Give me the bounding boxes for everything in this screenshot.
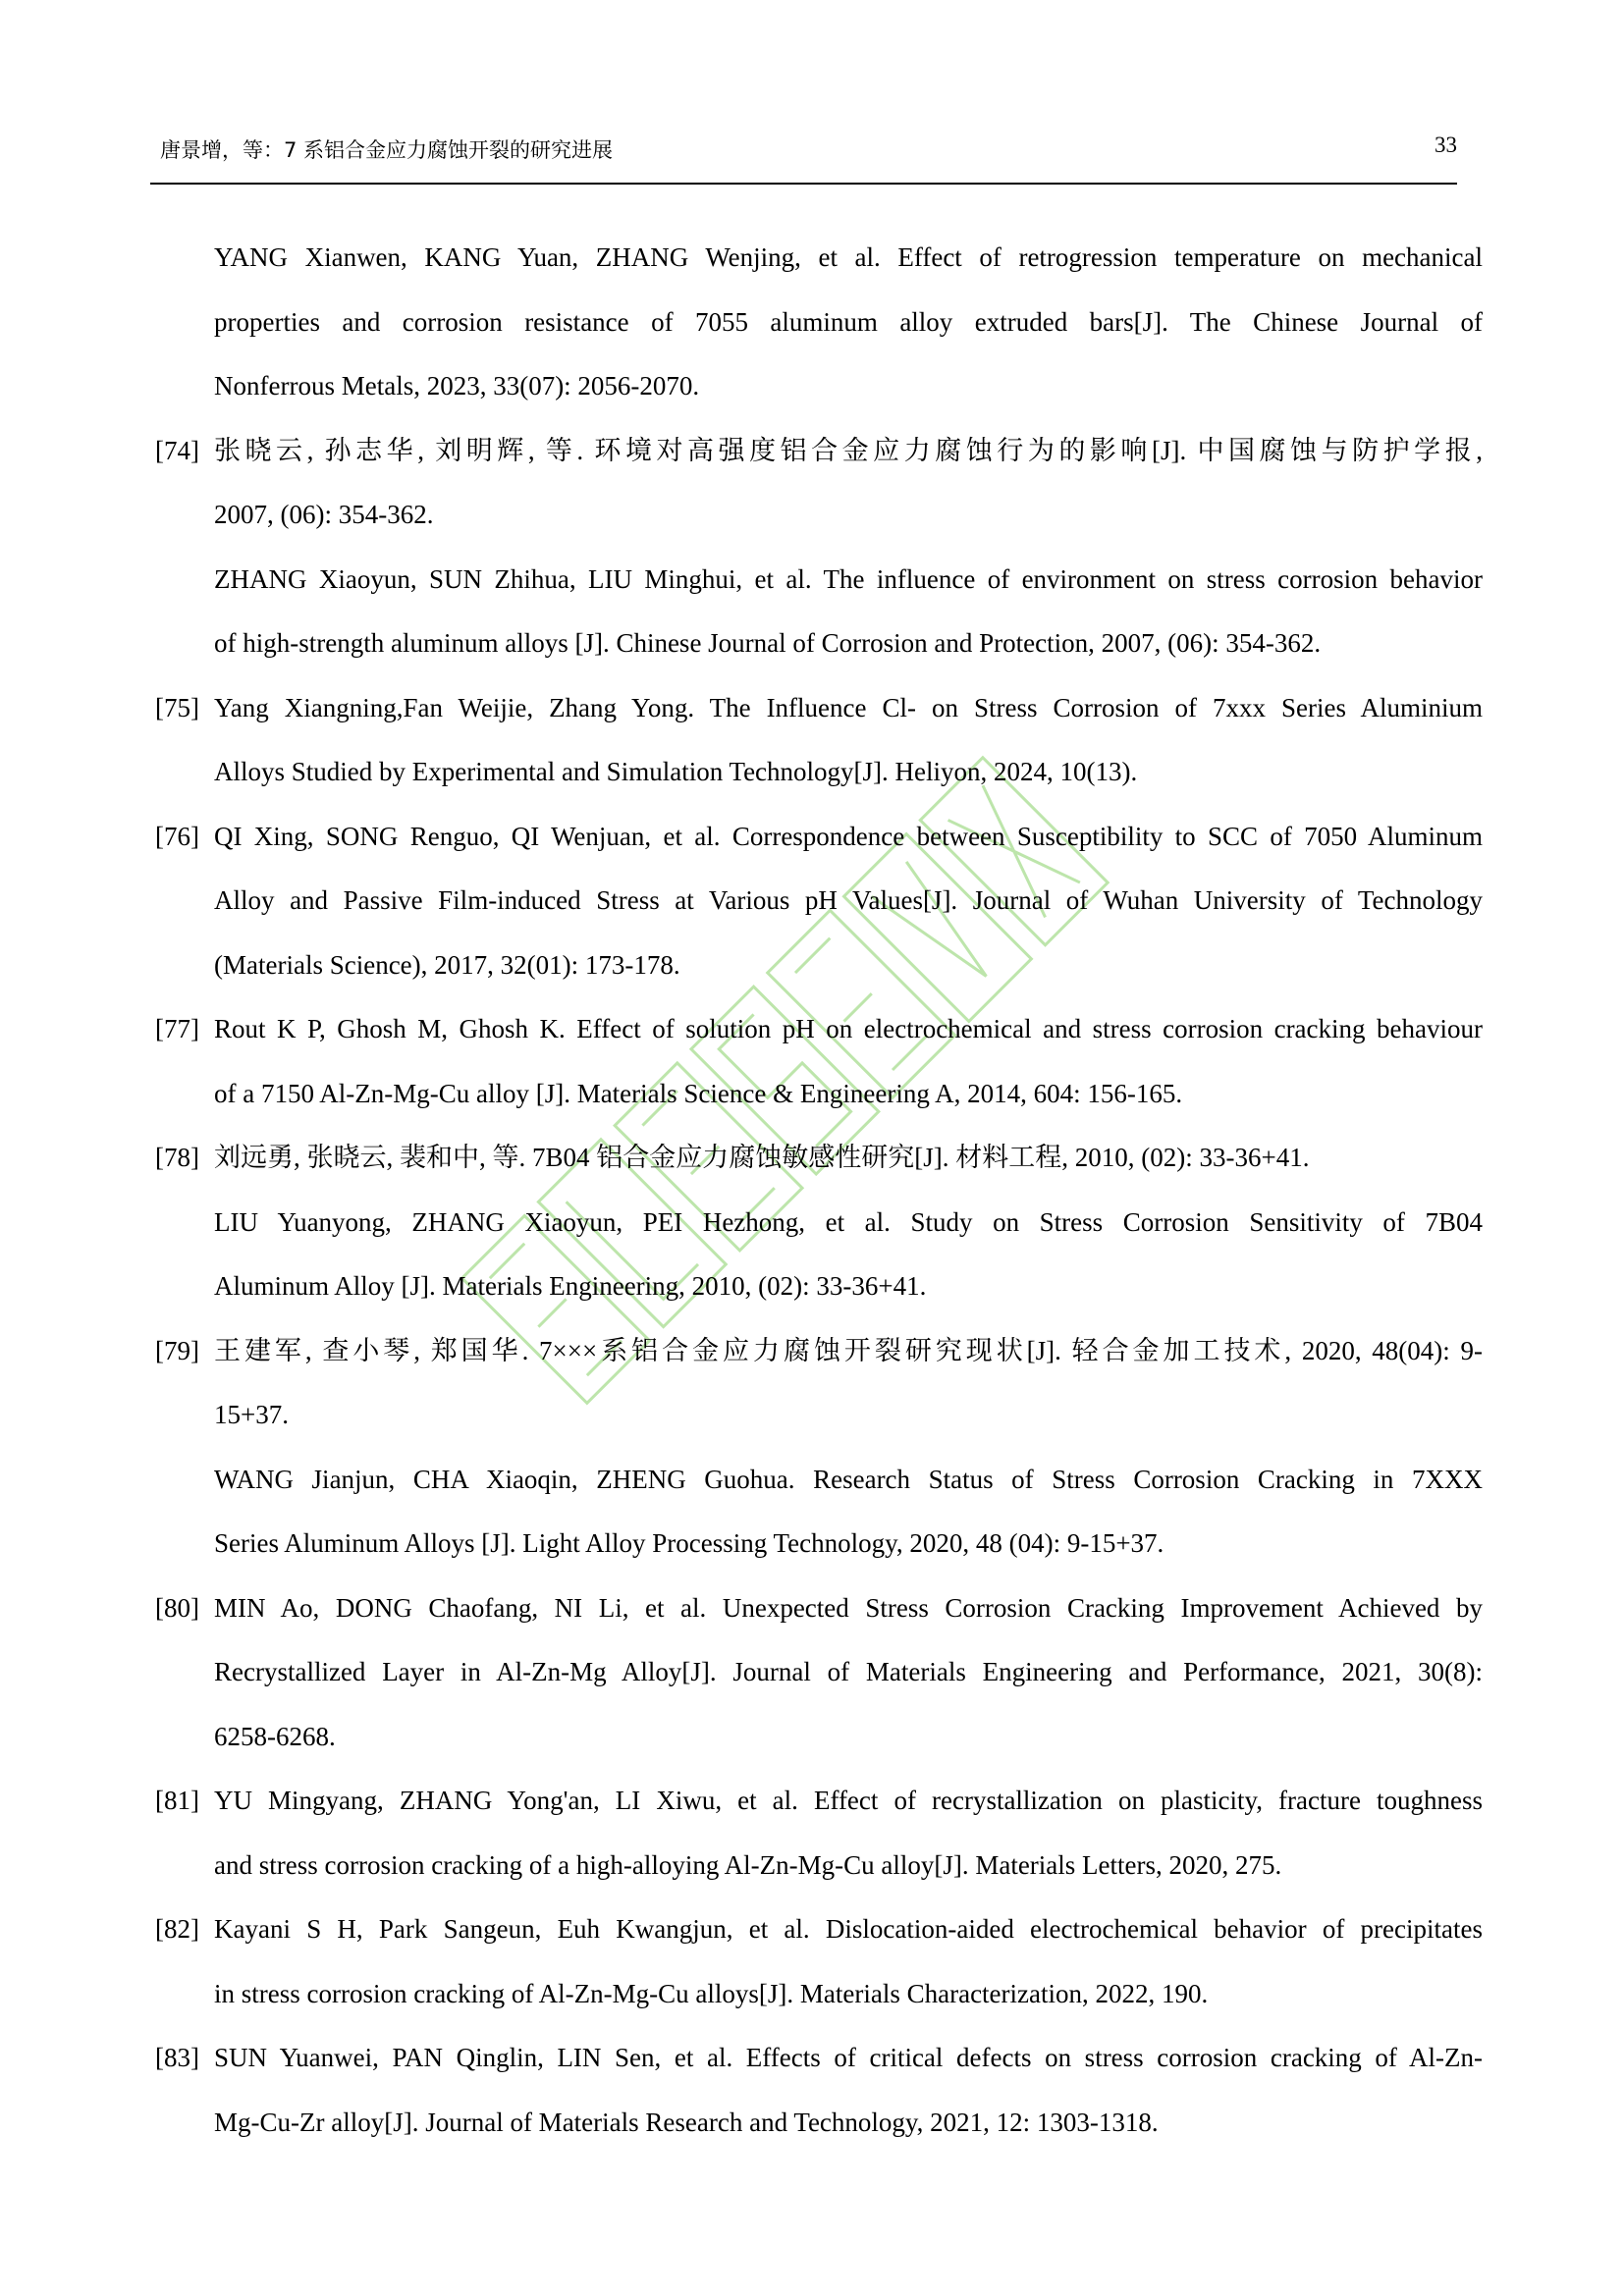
reference-line: 王建军, 查小琴, 郑国华. 7×××系铝合金应力腐蚀开裂研究现状[J]. 轻合金加工技术, 2020, 48(04): 9-	[214, 1335, 1483, 1365]
reference-item	[155, 1319, 1483, 1576]
reference-line: Yang Xiangning,Fan Weijie, Zhang Yong. The Influence Cl- on Stress Corrosion of 7xxx Series Aluminium	[214, 692, 1483, 722]
reference-line: Alloys Studied by Experimental and Simulation Technology[J]. Heliyon, 2024, 10(13).	[214, 757, 1138, 786]
reference-number: [75]	[155, 692, 199, 722]
reference-item	[155, 1126, 1483, 1319]
reference-line: and stress corrosion cracking of a high-alloying Al-Zn-Mg-Cu alloy[J]. Materials Letters, 2020, 275.	[214, 1849, 1282, 1880]
page-number: 33	[1435, 133, 1457, 157]
reference-line: properties and corrosion resistance of 7055 aluminum alloy extruded bars[J]. The Chinese Journal of	[214, 306, 1483, 337]
reference-line: ZHANG Xiaoyun, SUN Zhihua, LIU Minghui, et al. The influence of environment on stress corrosion behavior	[214, 563, 1483, 594]
reference-line: Aluminum Alloy [J]. Materials Engineering, 2010, (02): 33-36+41.	[214, 1271, 927, 1301]
reference-number: [82]	[155, 1914, 199, 1944]
reference-line: 2007, (06): 354-362.	[214, 500, 434, 529]
reference-line: Series Aluminum Alloys [J]. Light Alloy Processing Technology, 2020, 48 (04): 9-15+37.	[214, 1528, 1164, 1558]
reference-item	[155, 419, 1483, 676]
reference-item	[155, 676, 1483, 805]
reference-line: Nonferrous Metals, 2023, 33(07): 2056-2070.	[214, 371, 700, 400]
reference-line: 张晓云, 孙志华, 刘明辉, 等. 环境对高强度铝合金应力腐蚀行为的影响[J]. 中国腐蚀与防护学报,	[214, 435, 1483, 465]
reference-item	[155, 1769, 1483, 1897]
reference-line: 刘远勇, 张晓云, 裴和中, 等. 7B04 铝合金应力腐蚀敏感性研究[J]. 材料工程, 2010, (02): 33-36+41.	[214, 1143, 1310, 1172]
reference-list	[155, 226, 1483, 2155]
reference-line: Recrystallized Layer in Al-Zn-Mg Alloy[J]. Journal of Materials Engineering and Performance, 2021, 30(8):	[214, 1657, 1483, 1686]
reference-line: of high-strength aluminum alloys [J]. Chinese Journal of Corrosion and Protection, 2007, (06): 354-362.	[214, 628, 1322, 658]
reference-line: (Materials Science), 2017, 32(01): 173-178.	[214, 949, 680, 980]
reference-item	[155, 997, 1483, 1126]
header-rule	[150, 183, 1457, 185]
reference-line: of a 7150 Al-Zn-Mg-Cu alloy [J]. Materials Science & Engineering A, 2014, 604: 156-165.	[214, 1078, 1183, 1108]
reference-line: Kayani S H, Park Sangeun, Euh Kwangjun, et al. Dislocation-aided electrochemical behavior of precipitates	[214, 1914, 1483, 1944]
reference-number: [81]	[155, 1786, 199, 1815]
reference-line: YANG Xianwen, KANG Yuan, ZHANG Wenjing, et al. Effect of retrogression temperature on mechanical	[214, 242, 1483, 272]
reference-item	[155, 1897, 1483, 2026]
running-header	[150, 129, 1457, 162]
reference-number: [74]	[155, 435, 199, 465]
reference-number: [77]	[155, 1014, 199, 1043]
reference-number: [79]	[155, 1335, 199, 1365]
reference-line: SUN Yuanwei, PAN Qinglin, LIN Sen, et al. Effects of critical defects on stress corrosion cracking of Al-Zn-	[214, 2043, 1483, 2072]
reference-item	[155, 2026, 1483, 2155]
reference-line: Mg-Cu-Zr alloy[J]. Journal of Materials Research and Technology, 2021, 12: 1303-1318.	[214, 2107, 1159, 2137]
reference-line: in stress corrosion cracking of Al-Zn-Mg-Cu alloys[J]. Materials Characterization, 2022, 190.	[214, 1978, 1209, 2008]
reference-line: MIN Ao, DONG Chaofang, NI Li, et al. Unexpected Stress Corrosion Cracking Improvement Achieved by	[214, 1592, 1483, 1623]
reference-line: Rout K P, Ghosh M, Ghosh K. Effect of solution pH on electrochemical and stress corrosion cracking behaviour	[214, 1014, 1483, 1043]
reference-line: WANG Jianjun, CHA Xiaoqin, ZHENG Guohua. Research Status of Stress Corrosion Cracking in 7XXX	[214, 1464, 1483, 1494]
reference-number: [78]	[155, 1143, 199, 1172]
reference-number: [83]	[155, 2043, 199, 2072]
reference-item	[155, 1576, 1483, 1770]
reference-item	[155, 805, 1483, 998]
reference-line: 6258-6268.	[214, 1721, 336, 1751]
reference-line: 15+37.	[214, 1400, 289, 1429]
reference-number: [80]	[155, 1592, 199, 1623]
reference-line: YU Mingyang, ZHANG Yong'an, LI Xiwu, et al. Effect of recrystallization on plasticity, fracture toughness	[214, 1786, 1483, 1815]
reference-line: LIU Yuanyong, ZHANG Xiaoyun, PEI Hezhong, et al. Study on Stress Corrosion Sensitivity of 7B04	[214, 1206, 1483, 1237]
reference-number: [76]	[155, 821, 199, 851]
reference-line: QI Xing, SONG Renguo, QI Wenjuan, et al. Correspondence between Susceptibility to SCC of 7050 Aluminum	[214, 821, 1483, 851]
reference-line: Alloy and Passive Film-induced Stress at Various pH Values[J]. Journal of Wuhan University of Technology	[214, 885, 1483, 915]
running-title: 唐景增，等：7 系铝合金应力腐蚀开裂的研究进展	[160, 138, 614, 162]
reference-item	[155, 226, 1483, 419]
